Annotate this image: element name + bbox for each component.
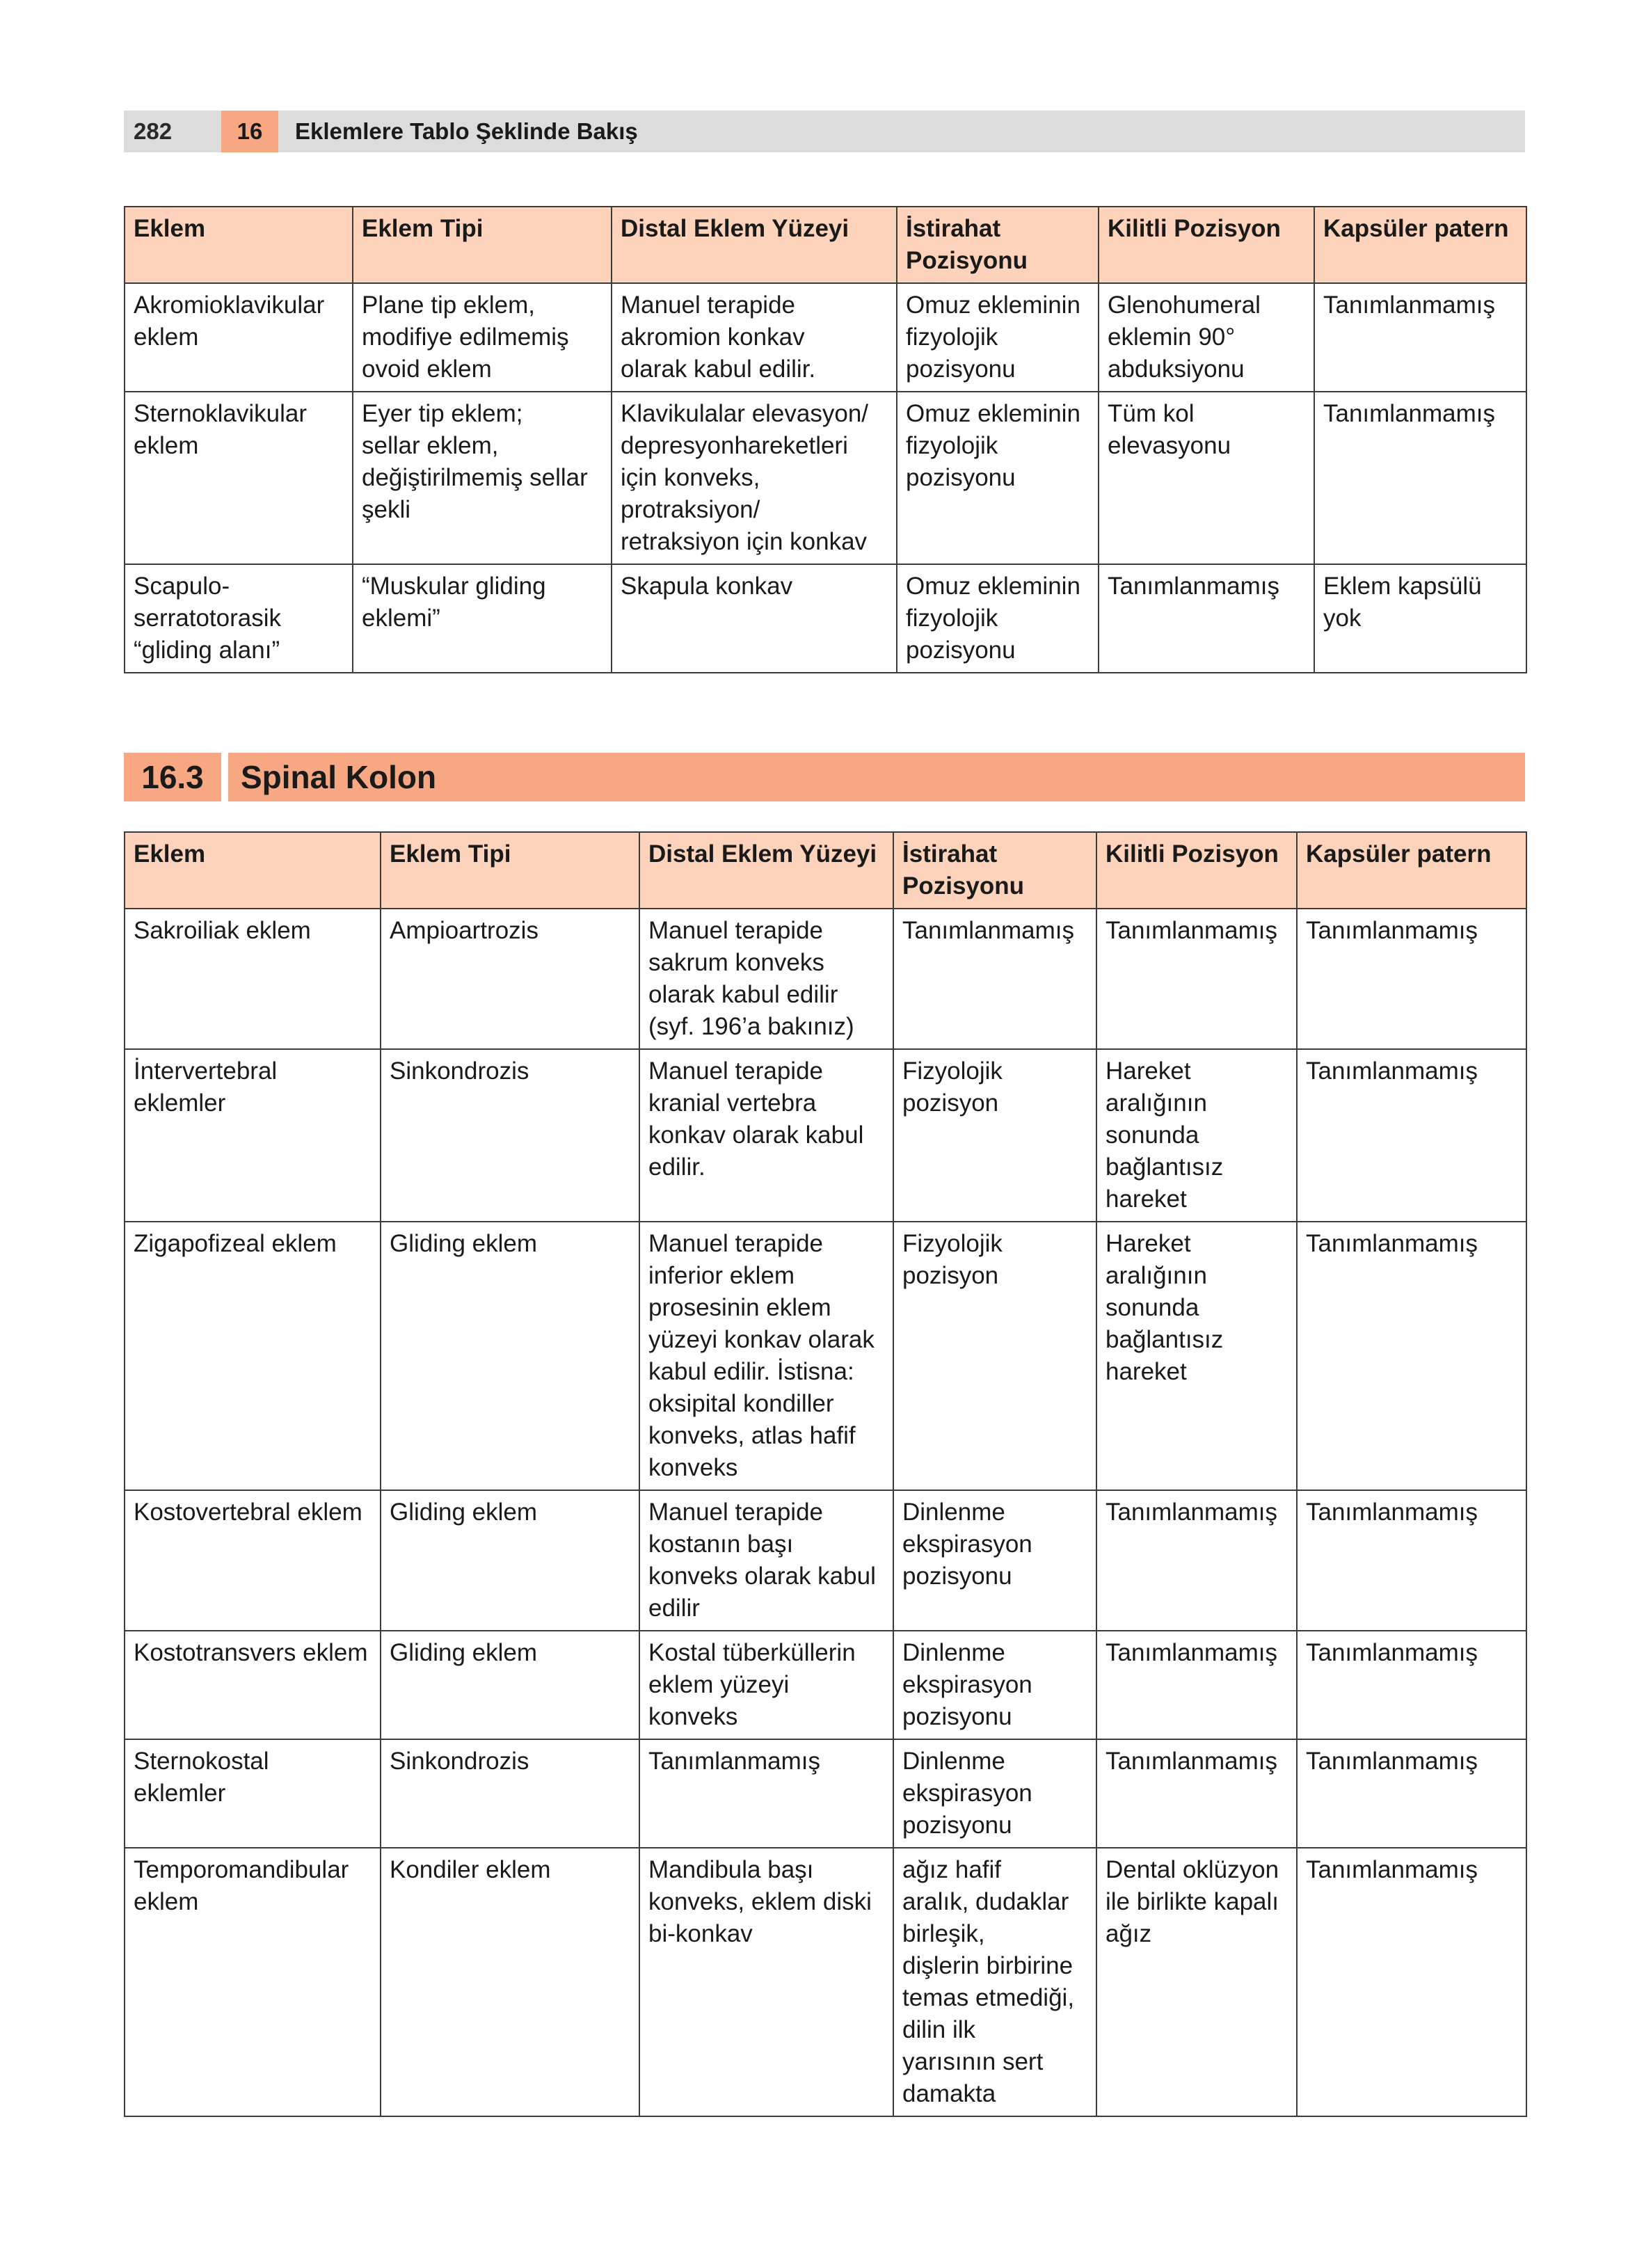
table-cell: Tanımlanmamış xyxy=(1297,1049,1526,1222)
column-header: İstirahat Pozisyonu xyxy=(893,832,1096,909)
table-cell: Omuz ekleminin fizyolojik pozisyonu xyxy=(897,564,1099,673)
table-cell: Kostal tüberküllerin eklem yüzeyi konveks xyxy=(639,1631,893,1739)
table-cell: Temporomandibular eklem xyxy=(125,1848,381,2116)
table-cell: Tanımlanmamış xyxy=(1314,283,1526,392)
table-row xyxy=(125,283,1526,392)
table-cell: Eyer tip eklem; sellar eklem, değiştirilmemiş sellar şekli xyxy=(353,392,612,564)
column-header: Eklem Tipi xyxy=(353,207,612,283)
table-cell: Omuz ekleminin fizyolojik pozisyonu xyxy=(897,392,1099,564)
table-cell: Manuel terapide kranial vertebra konkav olarak kabul edilir. xyxy=(639,1049,893,1222)
shoulder-joints-table xyxy=(124,206,1527,673)
spinal-joints-table xyxy=(124,831,1527,2117)
table-cell: Ampioartrozis xyxy=(381,909,639,1049)
table-cell: İntervertebral eklemler xyxy=(125,1049,381,1222)
column-header: Kilitli Pozisyon xyxy=(1096,832,1297,909)
table-cell: Dinlenme ekspirasyon pozisyonu xyxy=(893,1631,1096,1739)
table-cell: Sternoklavikular eklem xyxy=(125,392,353,564)
table-cell: Tanımlanmamış xyxy=(1297,1222,1526,1490)
table-cell: Tanımlanmamış xyxy=(1096,1490,1297,1631)
table-cell: Glenohumeral eklemin 90° abduksiyonu xyxy=(1099,283,1314,392)
table-cell: “Muskular gliding eklemi” xyxy=(353,564,612,673)
table-cell: Tanımlanmamış xyxy=(639,1739,893,1848)
table-cell: ağız hafif aralık, dudaklar birleşik, dişlerin birbirine temas etmediği, dilin ilk yarısının sert damakta xyxy=(893,1848,1096,2116)
table-row xyxy=(125,1631,1526,1739)
table-row xyxy=(125,1739,1526,1848)
table-cell: Manuel terapide akromion konkav olarak kabul edilir. xyxy=(612,283,897,392)
table-cell: Kondiler eklem xyxy=(381,1848,639,2116)
table-cell: Hareket aralığının sonunda bağlantısız hareket xyxy=(1096,1049,1297,1222)
table-row xyxy=(125,1222,1526,1490)
table-row xyxy=(125,909,1526,1049)
table-cell: Tanımlanmamış xyxy=(1297,909,1526,1049)
column-header: Eklem xyxy=(125,832,381,909)
table-cell: Sakroiliak eklem xyxy=(125,909,381,1049)
table-cell: Sinkondrozis xyxy=(381,1049,639,1222)
table-cell: Skapula konkav xyxy=(612,564,897,673)
table-cell: Omuz ekleminin fizyolojik pozisyonu xyxy=(897,283,1099,392)
table-cell: Manuel terapide kostanın başı konveks olarak kabul edilir xyxy=(639,1490,893,1631)
column-header: Eklem xyxy=(125,207,353,283)
page-number: 282 xyxy=(134,118,173,144)
table-row xyxy=(125,1490,1526,1631)
column-header: Kapsüler patern xyxy=(1297,832,1526,909)
table-cell: Hareket aralığının sonunda bağlantısız hareket xyxy=(1096,1222,1297,1490)
table-cell: Tanımlanmamış xyxy=(1096,909,1297,1049)
table-header-row xyxy=(125,832,1526,909)
column-header: Eklem Tipi xyxy=(381,832,639,909)
chapter-title: Eklemlere Tablo Şeklinde Bakış xyxy=(295,118,638,144)
column-header: Kapsüler patern xyxy=(1314,207,1526,283)
table-cell: Tanımlanmamış xyxy=(1314,392,1526,564)
table-cell: Sinkondrozis xyxy=(381,1739,639,1848)
table-cell: Gliding eklem xyxy=(381,1222,639,1490)
table-row xyxy=(125,1049,1526,1222)
table-cell: Manuel terapide inferior eklem prosesinin eklem yüzeyi konkav olarak kabul edilir. İstisna: oksipital kondiller konveks, atlas hafif konveks xyxy=(639,1222,893,1490)
table-cell: Mandibula başı konveks, eklem diski bi-konkav xyxy=(639,1848,893,2116)
table-cell: Tanımlanmamış xyxy=(1297,1631,1526,1739)
section-heading xyxy=(124,753,1525,801)
table-cell: Akromioklavikular eklem xyxy=(125,283,353,392)
table-cell: Tanımlanmamış xyxy=(1096,1631,1297,1739)
table-cell: Klavikulalar elevasyon/ depresyonhareketleri için konveks, protraksiyon/ retraksiyon için konkav xyxy=(612,392,897,564)
table-cell: Tanımlanmamış xyxy=(1096,1739,1297,1848)
table-cell: Scapulo- serratotorasik “gliding alanı” xyxy=(125,564,353,673)
table-cell: Gliding eklem xyxy=(381,1631,639,1739)
table-cell: Tanımlanmamış xyxy=(893,909,1096,1049)
table-header-row xyxy=(125,207,1526,283)
running-header xyxy=(124,111,1525,152)
table-cell: Tanımlanmamış xyxy=(1099,564,1314,673)
table-row xyxy=(125,1848,1526,2116)
column-header: Distal Eklem Yüzeyi xyxy=(612,207,897,283)
chapter-number: 16 xyxy=(221,111,278,152)
table-cell: Plane tip eklem, modifiye edilmemiş ovoid eklem xyxy=(353,283,612,392)
table-cell: Tanımlanmamış xyxy=(1297,1490,1526,1631)
table-cell: Kostovertebral eklem xyxy=(125,1490,381,1631)
table-row xyxy=(125,392,1526,564)
table-cell: Manuel terapide sakrum konveks olarak kabul edilir (syf. 196’a bakınız) xyxy=(639,909,893,1049)
table-cell: Dinlenme ekspirasyon pozisyonu xyxy=(893,1490,1096,1631)
table-cell: Tanımlanmamış xyxy=(1297,1739,1526,1848)
table-cell: Tanımlanmamış xyxy=(1297,1848,1526,2116)
table-cell: Fizyolojik pozisyon xyxy=(893,1049,1096,1222)
table-cell: Dinlenme ekspirasyon pozisyonu xyxy=(893,1739,1096,1848)
table-cell: Zigapofizeal eklem xyxy=(125,1222,381,1490)
column-header: Kilitli Pozisyon xyxy=(1099,207,1314,283)
table-cell: Kostotransvers eklem xyxy=(125,1631,381,1739)
table-cell: Tüm kol elevasyonu xyxy=(1099,392,1314,564)
table-row xyxy=(125,564,1526,673)
table-cell: Fizyolojik pozisyon xyxy=(893,1222,1096,1490)
section-number: 16.3 xyxy=(124,753,221,801)
section-title: Spinal Kolon xyxy=(228,753,1525,801)
column-header: İstirahat Pozisyonu xyxy=(897,207,1099,283)
table-cell: Dental oklüzyon ile birlikte kapalı ağız xyxy=(1096,1848,1297,2116)
table-cell: Eklem kapsülü yok xyxy=(1314,564,1526,673)
column-header: Distal Eklem Yüzeyi xyxy=(639,832,893,909)
table-cell: Sternokostal eklemler xyxy=(125,1739,381,1848)
table-cell: Gliding eklem xyxy=(381,1490,639,1631)
